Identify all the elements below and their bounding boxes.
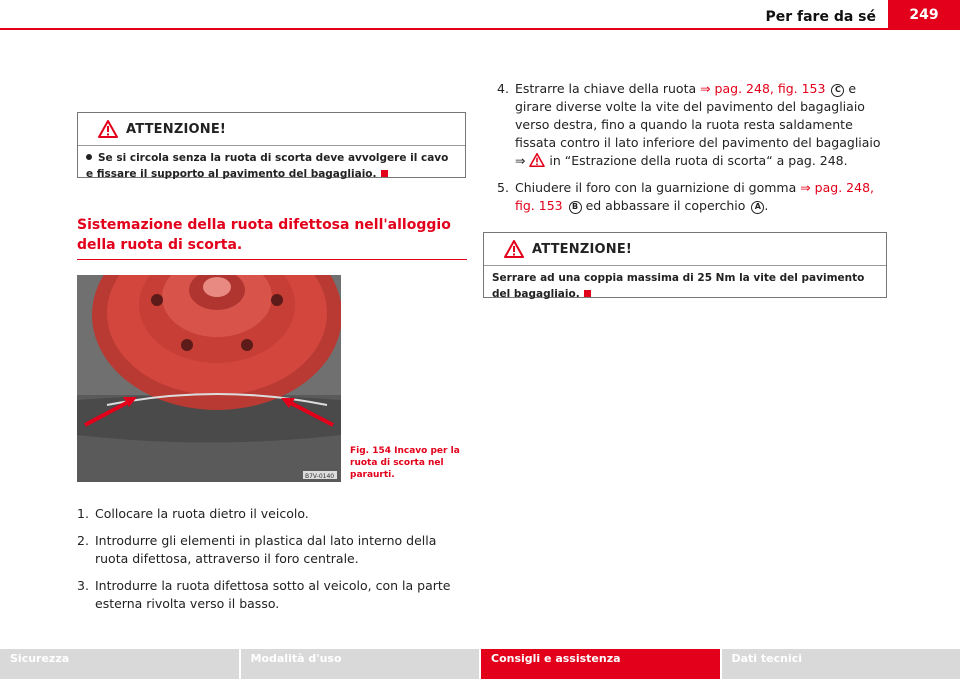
step-number: 5. bbox=[497, 180, 509, 195]
step-text bbox=[515, 179, 889, 215]
tab-consigli-e-assistenza[interactable]: Consigli e assistenza bbox=[481, 649, 720, 679]
step-text: Introdurre la ruota difettosa sotto al veicolo, con la parte esterna rivolta verso il basso. bbox=[95, 578, 451, 611]
step-text: Collocare la ruota dietro il veicolo. bbox=[95, 506, 309, 521]
figure-label-a: A bbox=[751, 201, 764, 214]
warning-box-2 bbox=[483, 232, 887, 298]
warning-title: ATTENZIONE! bbox=[532, 241, 633, 257]
footer-nav bbox=[0, 649, 960, 679]
figure-label-b: B bbox=[569, 201, 582, 214]
figure-caption: Fig. 154 Incavo per la ruota di scorta nel paraurti. bbox=[350, 446, 460, 480]
step-number: 3. bbox=[77, 578, 89, 593]
end-mark-icon bbox=[381, 170, 388, 177]
page-reference-link[interactable]: ⇒ pag. 248, fig. 153 bbox=[515, 180, 874, 213]
figure-spare-wheel bbox=[77, 275, 341, 482]
bullet-icon bbox=[86, 154, 92, 160]
tab-sicurezza[interactable]: Sicurezza bbox=[0, 649, 239, 679]
warning-title: ATTENZIONE! bbox=[126, 121, 227, 137]
step-text: Introdurre gli elementi in plastica dal lato interno della ruota difettosa, attraverso il foro centrale. bbox=[95, 533, 437, 566]
header-rule bbox=[0, 28, 960, 30]
warning-triangle-icon bbox=[529, 153, 545, 167]
step-number: 1. bbox=[77, 506, 89, 521]
header-title: Per fare da sé bbox=[765, 9, 876, 25]
warning-triangle-icon bbox=[504, 240, 524, 258]
list-item bbox=[77, 505, 469, 523]
steps-list-left bbox=[77, 505, 469, 622]
step-text-part: in “Estrazione della ruota di scorta“ a pag. 248. bbox=[545, 153, 848, 168]
list-item bbox=[497, 179, 889, 215]
warning-heading bbox=[78, 113, 465, 146]
warning-heading bbox=[484, 233, 886, 266]
warning-triangle-icon bbox=[98, 120, 118, 138]
step-text-part: ed abbassare il coperchio bbox=[581, 198, 750, 213]
page-number: 249 bbox=[888, 0, 960, 30]
step-text-part: e girare diverse volte la vite del pavimento del bagagliaio verso destra, fino a quando la ruota resta saldamente fissata contro il lato inferiore del pavimento del bagagliaio ⇒ bbox=[515, 81, 881, 168]
spare-wheel-illustration bbox=[77, 275, 341, 482]
warning-text-content: Se si circola senza la ruota di scorta deve avvolgere il cavo e fissare il supporto al pavimento del bagagliaio. bbox=[86, 152, 449, 180]
figure-code: B7V-0140 bbox=[305, 473, 335, 480]
step-number: 2. bbox=[77, 533, 89, 548]
section-heading: Sistemazione della ruota difettosa nell'alloggio della ruota di scorta. bbox=[77, 215, 467, 260]
warning-text bbox=[78, 146, 465, 186]
tab-dati-tecnici[interactable]: Dati tecnici bbox=[722, 649, 960, 679]
list-item bbox=[77, 532, 469, 568]
page-reference-link[interactable]: ⇒ pag. 248, fig. 153 bbox=[700, 81, 826, 96]
step-number: 4. bbox=[497, 81, 509, 96]
steps-list-right bbox=[497, 80, 889, 224]
tab-modalita-duso[interactable]: Modalità d'uso bbox=[241, 649, 480, 679]
step-text-part: Estrarre la chiave della ruota bbox=[515, 81, 701, 96]
end-mark-icon bbox=[584, 290, 591, 297]
list-item bbox=[497, 80, 889, 170]
step-text bbox=[515, 80, 889, 170]
step-text-part: . bbox=[764, 198, 769, 213]
step-text-part: Chiudere il foro con la guarnizione di gomma bbox=[515, 180, 801, 195]
warning-box-1 bbox=[77, 112, 466, 178]
list-item bbox=[77, 577, 469, 613]
warning-text-content: Serrare ad una coppia massima di 25 Nm la vite del pavimento del bagagliaio. bbox=[492, 272, 865, 300]
warning-text bbox=[484, 266, 886, 306]
figure-label-c: C bbox=[831, 84, 844, 97]
